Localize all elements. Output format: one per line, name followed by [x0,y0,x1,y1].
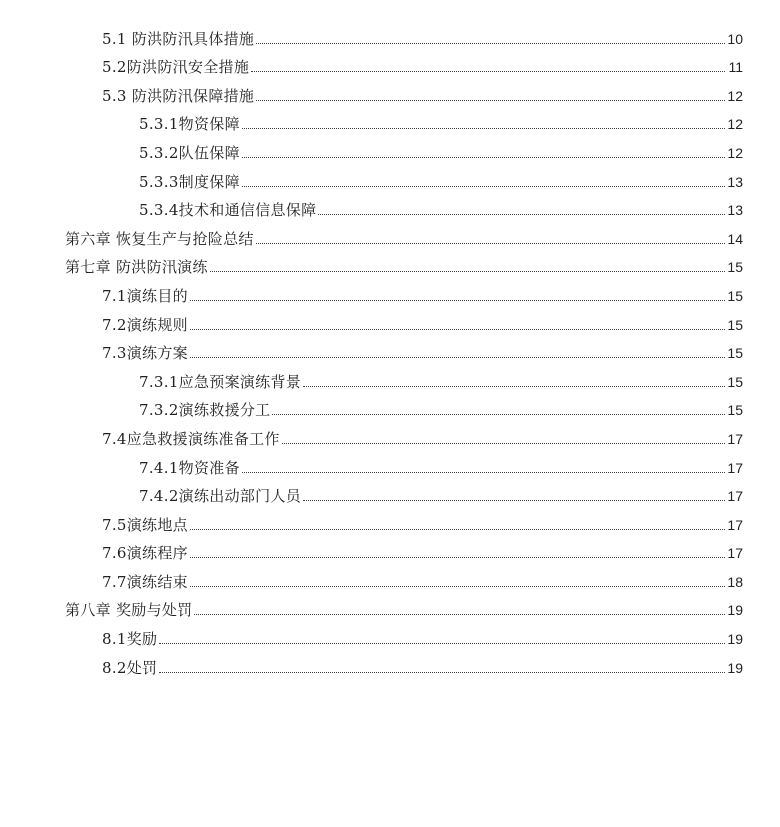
toc-entry-page-number: 14 [727,230,743,247]
toc-entry-page-number: 17 [727,430,743,447]
toc-entry[interactable] [0,191,780,220]
toc-entry-title: 7.7演练结束 [102,572,188,591]
toc-entry[interactable] [0,162,780,191]
toc-entry[interactable] [0,591,780,620]
toc-entry-page-number: 11 [728,59,743,76]
toc-dot-leader [303,500,725,501]
toc-entry-title: 5.3.2队伍保障 [139,143,240,162]
toc-entry[interactable] [0,648,780,677]
toc-entry-page-number: 17 [727,516,743,533]
toc-dot-leader [242,472,725,473]
toc-entry-title: 5.3.1物资保障 [139,115,240,134]
toc-entry[interactable] [0,619,780,648]
toc-entry[interactable] [0,276,780,305]
toc-dot-leader [190,357,725,358]
toc-entry-title: 5.3.4技术和通信信息保障 [139,201,317,220]
toc-entry-title: 7.3.2演练救援分工 [139,401,271,420]
toc-dot-leader [159,643,725,644]
toc-entry-title: 5.2防洪防汛安全措施 [102,58,250,77]
toc-entry[interactable] [0,448,780,477]
toc-entry-title: 第八章 奖励与处罚 [65,601,193,620]
toc-dot-leader [159,672,725,673]
toc-entry[interactable] [0,19,780,48]
toc-entry-page-number: 15 [727,259,743,276]
toc-entry-page-number: 15 [727,345,743,362]
toc-entry-title: 5.3 防洪防汛保障措施 [102,86,255,105]
toc-dot-leader [303,386,725,387]
toc-entry[interactable] [0,534,780,563]
toc-entry-title: 5.1 防洪防汛具体措施 [102,29,255,48]
toc-entry-page-number: 13 [727,202,743,219]
toc-dot-leader [242,186,725,187]
toc-entry-title: 5.3.3制度保障 [139,172,240,191]
toc-entry-title: 7.6演练程序 [102,544,188,563]
toc-entry-page-number: 17 [727,488,743,505]
toc-entry-title: 7.4应急救援演练准备工作 [102,429,280,448]
toc-entry[interactable] [0,248,780,277]
toc-dot-leader [190,557,725,558]
toc-dot-leader [190,300,725,301]
toc-entry-title: 7.1演练目的 [102,286,188,305]
toc-entry-page-number: 19 [727,631,743,648]
toc-entry[interactable] [0,391,780,420]
toc-entry-page-number: 10 [727,30,743,47]
toc-dot-leader [256,43,725,44]
table-of-contents [0,19,780,677]
toc-entry-page-number: 15 [727,402,743,419]
toc-entry-title: 7.5演练地点 [102,515,188,534]
toc-dot-leader [210,271,725,272]
toc-entry-page-number: 19 [727,602,743,619]
toc-entry-page-number: 15 [727,287,743,304]
toc-dot-leader [194,614,725,615]
toc-dot-leader [242,128,725,129]
toc-dot-leader [251,71,725,72]
toc-entry[interactable] [0,362,780,391]
toc-dot-leader [242,157,725,158]
toc-dot-leader [190,329,725,330]
toc-entry-page-number: 17 [727,459,743,476]
toc-entry-title: 7.3.1应急预案演练背景 [139,372,302,391]
toc-entry-title: 7.3演练方案 [102,344,188,363]
toc-dot-leader [272,414,725,415]
toc-entry-page-number: 17 [727,545,743,562]
toc-entry[interactable] [0,505,780,534]
toc-entry-page-number: 19 [727,659,743,676]
toc-dot-leader [256,243,725,244]
toc-dot-leader [256,100,725,101]
toc-entry[interactable] [0,133,780,162]
toc-entry[interactable] [0,219,780,248]
toc-dot-leader [318,214,725,215]
toc-entry-title: 8.2处罚 [102,658,158,677]
toc-entry[interactable] [0,105,780,134]
toc-entry-page-number: 15 [727,316,743,333]
toc-entry[interactable] [0,334,780,363]
toc-entry-page-number: 15 [727,373,743,390]
toc-entry-title: 7.4.2演练出动部门人员 [139,487,302,506]
toc-entry[interactable] [0,305,780,334]
toc-entry-page-number: 12 [727,87,743,104]
toc-dot-leader [190,586,725,587]
toc-entry-page-number: 12 [727,116,743,133]
toc-entry[interactable] [0,419,780,448]
toc-entry[interactable] [0,48,780,77]
toc-entry-page-number: 13 [727,173,743,190]
toc-entry[interactable] [0,76,780,105]
toc-dot-leader [190,529,725,530]
toc-entry-page-number: 18 [727,573,743,590]
toc-entry-title: 第七章 防洪防汛演练 [65,258,208,277]
toc-entry-title: 第六章 恢复生产与抢险总结 [65,229,254,248]
toc-entry-title: 7.2演练规则 [102,315,188,334]
toc-entry-title: 7.4.1物资准备 [139,458,240,477]
toc-entry-title: 8.1奖励 [102,630,158,649]
toc-entry[interactable] [0,562,780,591]
toc-entry-page-number: 12 [727,144,743,161]
toc-dot-leader [282,443,725,444]
toc-entry[interactable] [0,477,780,506]
